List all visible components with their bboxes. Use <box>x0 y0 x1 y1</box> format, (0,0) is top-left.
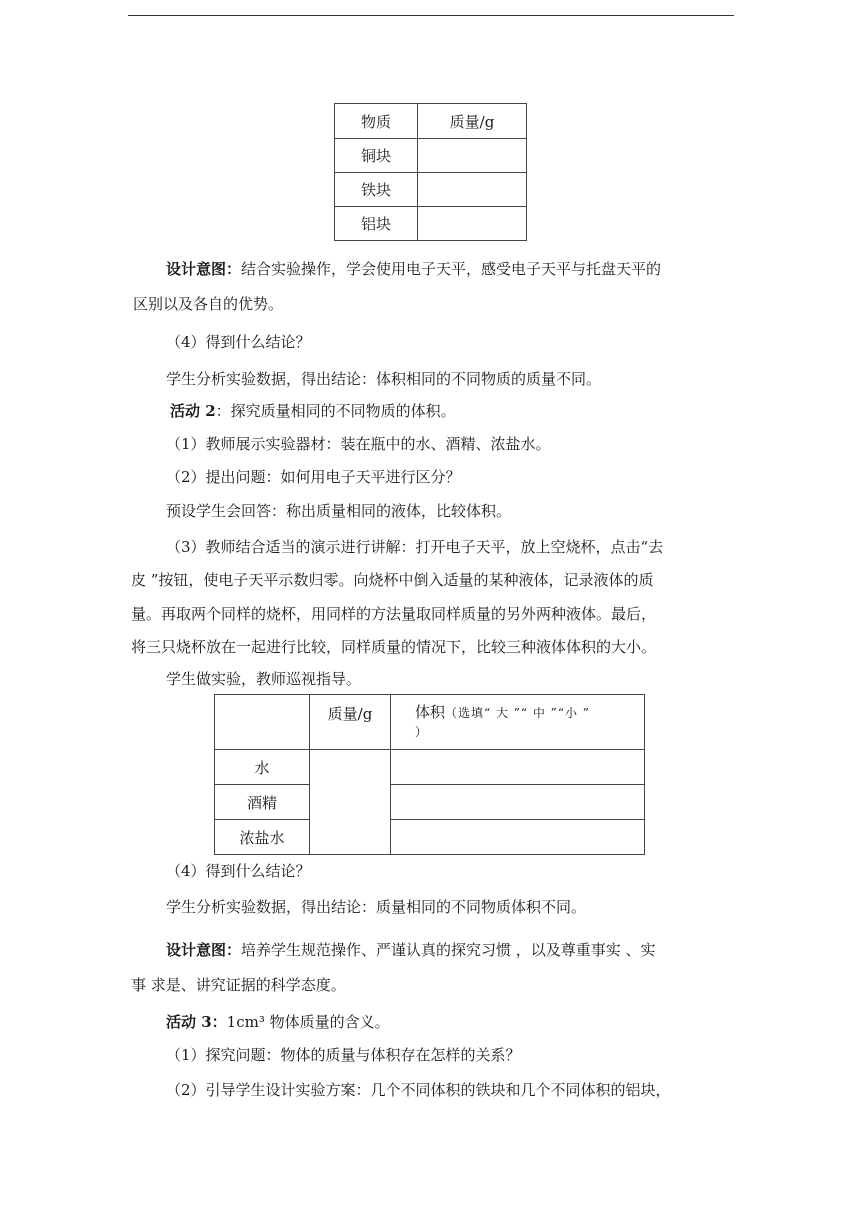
volume-hint: （选填“ 大 ”“ 中 ”“小 ” <box>445 706 590 720</box>
table-cell-aluminum: 铝块 <box>335 207 418 241</box>
activity-3-heading <box>166 1012 390 1032</box>
volume-hint-close: ） <box>415 725 429 739</box>
design-intent-2-label: 设计意图： <box>166 941 242 959</box>
design-intent-1 <box>166 259 661 279</box>
table-cell-empty <box>391 750 645 785</box>
design-intent-2-cont: 事 求是、讲究证据的科学态度。 <box>131 976 346 994</box>
table-cell-mass-merged <box>310 750 391 855</box>
step-3-line-2: 皮 ”按钮，使电子天平示数归零。向烧杯中倒入适量的某种液体，记录液体的质 <box>131 571 654 589</box>
conclusion-2: 学生分析实验数据，得出结论：质量相同的不同物质体积不同。 <box>166 898 587 916</box>
step-3-line-4: 将三只烧杯放在一起进行比较，同样质量的情况下，比较三种液体体积的大小。 <box>131 638 657 656</box>
step-1: （1）教师展示实验器材：装在瓶中的水、酒精、浓盐水。 <box>166 435 551 453</box>
volume-table <box>214 694 645 855</box>
preset-answer: 预设学生会回答：称出质量相同的液体，比较体积。 <box>166 502 512 520</box>
design-intent-label: 设计意图： <box>166 260 242 278</box>
design-intent-text: 结合实验操作，学会使用电子天平，感受电子天平与托盘天平的 <box>241 260 662 278</box>
table-cell-water: 水 <box>215 750 310 785</box>
activity-3-step-2: （2）引导学生设计实验方案：几个不同体积的铁块和几个不同体积的铝块， <box>166 1081 671 1099</box>
table-header-substance: 物质 <box>335 104 418 139</box>
table-header-volume <box>391 695 645 750</box>
table-cell-empty <box>418 173 527 207</box>
table-cell-empty <box>391 785 645 820</box>
step-3-line-3: 量。再取两个同样的烧杯，用同样的方法量取同样质量的另外两种液体。最后， <box>131 605 657 623</box>
step-2: （2）提出问题：如何用电子天平进行区分？ <box>166 468 461 486</box>
question-4b: （4）得到什么结论？ <box>166 862 311 880</box>
activity-2-label: 活动 2 <box>170 402 216 420</box>
volume-label: 体积 <box>415 703 446 721</box>
table-cell-copper: 铜块 <box>335 139 418 173</box>
conclusion-1: 学生分析实验数据，得出结论：体积相同的不同物质的质量不同。 <box>166 370 602 388</box>
table-cell-empty <box>391 820 645 855</box>
mass-table <box>334 103 527 241</box>
question-4a: （4）得到什么结论？ <box>166 333 311 351</box>
table-cell-iron: 铁块 <box>335 173 418 207</box>
design-intent-2 <box>166 940 656 960</box>
design-intent-2-text: 培养学生规范操作、严谨认真的探究习惯 ，以及尊重事实 、实 <box>241 941 656 959</box>
activity-3-step-1: （1）探究问题：物体的质量与体积存在怎样的关系？ <box>166 1046 521 1064</box>
table-header-empty <box>215 695 310 750</box>
students-do: 学生做实验，教师巡视指导。 <box>166 670 362 688</box>
design-intent-1-cont: 区别以及各自的优势。 <box>133 295 284 313</box>
activity-2-heading <box>170 401 456 421</box>
table-header-mass: 质量/g <box>310 695 391 750</box>
activity-2-text: ：探究质量相同的不同物质的体积。 <box>215 402 456 420</box>
header-rule <box>128 15 734 16</box>
table-header-mass: 质量/g <box>418 104 527 139</box>
activity-3-text: 1cm³ 物体质量的含义。 <box>226 1013 390 1031</box>
table-cell-brine: 浓盐水 <box>215 820 310 855</box>
activity-3-label: 活动 3： <box>166 1013 227 1031</box>
table-cell-alcohol: 酒精 <box>215 785 310 820</box>
table-cell-empty <box>418 207 527 241</box>
step-3-line-1: （3）教师结合适当的演示进行讲解：打开电子天平，放上空烧杯，点击“去 <box>166 538 664 556</box>
table-cell-empty <box>418 139 527 173</box>
